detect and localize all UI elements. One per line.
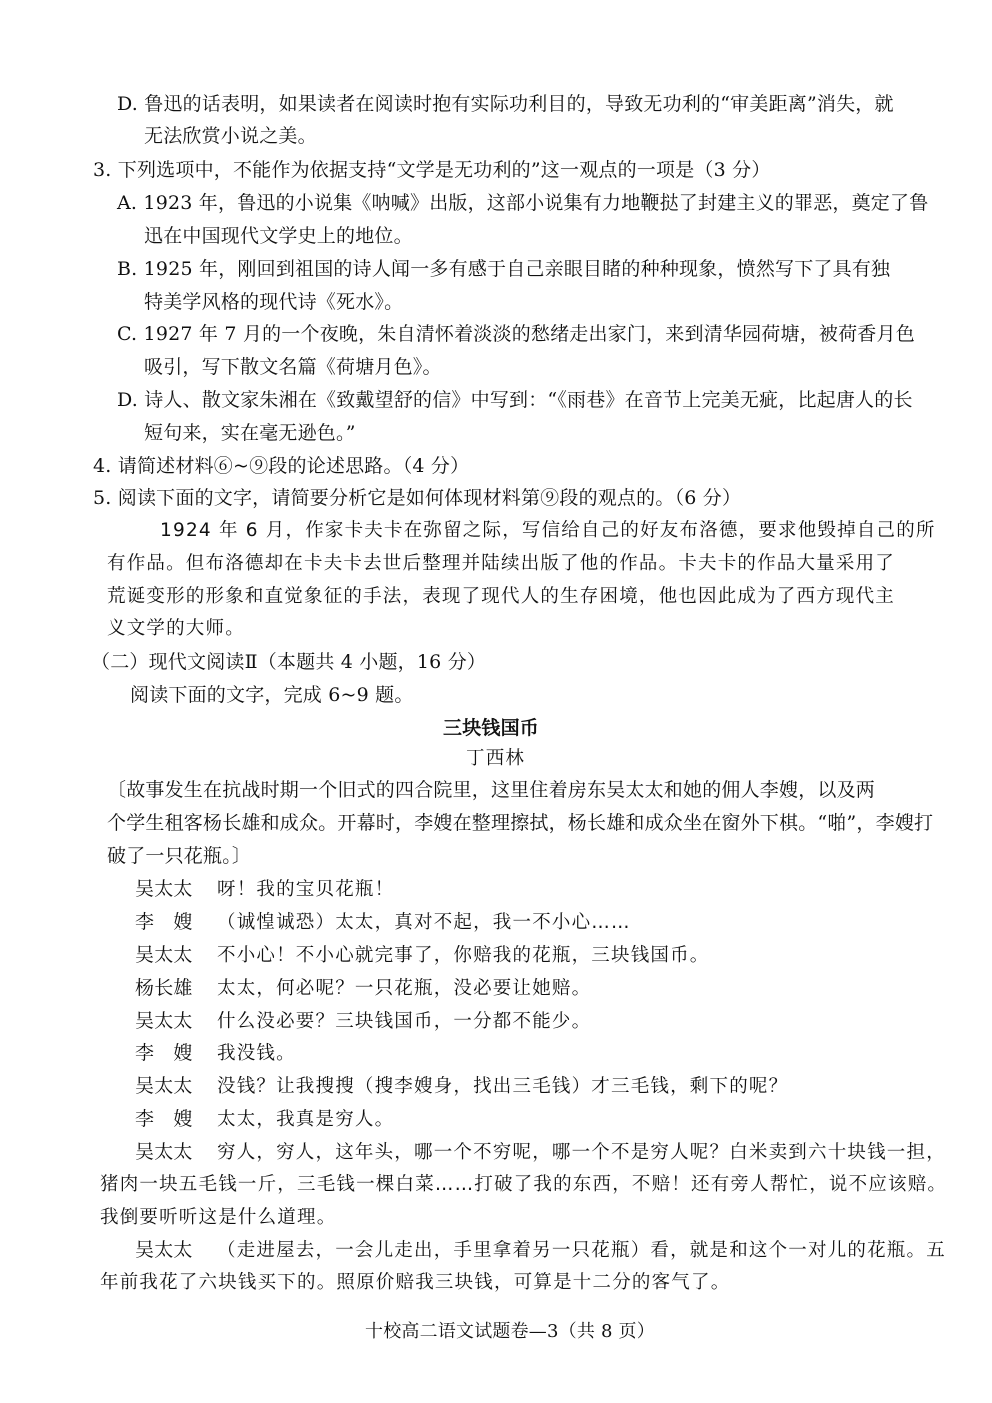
dialogue-line: [135, 877, 394, 902]
dialogue-line: [135, 976, 591, 1001]
intro-line1: 〔故事发生在抗战时期一个旧式的四合院里，这里住着房东吴太太和她的佣人李嫂，以及两: [107, 779, 876, 801]
dialogue-line: [135, 943, 710, 968]
dialogue-line: [135, 1107, 394, 1132]
speaker-name: 吴太太: [135, 1010, 193, 1032]
dialogue-line: [135, 1009, 591, 1034]
speaker-name: 杨长雄: [135, 977, 193, 999]
dialogue-line: [135, 910, 631, 935]
q4-stem: 4. 请简述材料⑥~⑨段的论述思路。（4 分）: [93, 455, 470, 477]
speech-text: 穷人，穷人，这年头，哪一个不穷呢，哪一个不是穷人呢？白米卖到六十块钱一担，: [217, 1142, 946, 1163]
speech-text: 什么没必要？三块钱国币，一分都不能少。: [217, 1011, 592, 1032]
dialogue-continuation: 猪肉一块五毛钱一斤，三毛钱一棵白菜……打破了我的东西，不赔！还有旁人帮忙，说不应该赔。: [100, 1174, 948, 1195]
q5-passage-line3: 荒诞变形的形象和直觉象征的手法，表现了现代人的生存困境，他也因此成为了西方现代主: [107, 586, 896, 607]
q5-passage-line1: 1924 年 6 月，作家卡夫卡在弥留之际，写信给自己的好友布洛德，要求他毁掉自己的所: [160, 520, 936, 541]
speech-text: 我没钱。: [217, 1043, 296, 1064]
section-heading: （二）现代文阅读Ⅱ（本题共 4 小题，16 分）: [91, 651, 487, 673]
q3-option-c-line1: C. 1927 年 7 月的一个夜晚，朱自清怀着淡淡的愁绪走出家门，来到清华园荷塘，被荷香月色: [117, 323, 915, 345]
story-author: 丁西林: [466, 748, 526, 769]
dialogue-line: [135, 1041, 296, 1066]
speech-text: 不小心！不小心就完事了，你赔我的花瓶，三块钱国币。: [217, 945, 710, 966]
speaker-name: 吴太太: [135, 1239, 193, 1261]
intro-line3: 破了一只花瓶。〕: [107, 845, 252, 867]
speaker-name: 吴太太: [135, 944, 193, 966]
speaker-name: 吴太太: [135, 878, 193, 900]
q5-passage-line2: 有作品。但布洛德却在卡夫卡去世后整理并陆续出版了他的作品。卡夫卡的作品大量采用了: [107, 553, 896, 574]
q3-option-b-line2: 特美学风格的现代诗《死水》。: [144, 291, 404, 313]
speech-text: 太太，我真是穷人。: [217, 1109, 395, 1130]
speech-text: （走进屋去，一会儿走出，手里拿着另一只花瓶）看，就是和这个一对儿的花瓶。五: [217, 1240, 946, 1261]
speaker-name: 吴太太: [135, 1075, 193, 1097]
dialogue-line: [135, 1074, 788, 1099]
intro-line2: 个学生租客杨长雄和成众。开幕时，李嫂在整理擦拭，杨长雄和成众坐在窗外下棋。“啪”，李嫂打: [107, 812, 934, 834]
page-footer: 十校高二语文试题卷—3（共 8 页）: [365, 1321, 655, 1342]
q2-option-d-line2: 无法欣赏小说之美。: [144, 125, 317, 147]
q5-passage-line4: 义文学的大师。: [107, 618, 245, 639]
q3-stem: 3. 下列选项中，不能作为依据支持“文学是无功利的”这一观点的一项是（3 分）: [93, 159, 771, 181]
speaker-name: 李 嫂: [135, 911, 193, 933]
dialogue-line: [135, 1140, 946, 1165]
dialogue-continuation: 我倒要听听这是什么道理。: [100, 1207, 337, 1228]
q5-stem: 5. 阅读下面的文字，请简要分析它是如何体现材料第⑨段的观点的。（6 分）: [93, 487, 742, 509]
speech-text: 呀！我的宝贝花瓶！: [217, 879, 395, 900]
speech-text: （诚惶诚恐）太太，真对不起，我一不小心……: [217, 912, 631, 933]
speaker-name: 李 嫂: [135, 1042, 193, 1064]
speech-text: 太太，何必呢？一只花瓶，没必要让她赔。: [217, 978, 592, 999]
speaker-name: 李 嫂: [135, 1108, 193, 1130]
speech-text: 没钱？让我搜搜（搜李嫂身，找出三毛钱）才三毛钱，剩下的呢？: [217, 1076, 789, 1097]
q3-option-a-line1: A. 1923 年，鲁迅的小说集《呐喊》出版，这部小说集有力地鞭挞了封建主义的罪恶，奠定了鲁: [117, 192, 929, 214]
section-instruction: 阅读下面的文字，完成 6~9 题。: [130, 684, 414, 706]
dialogue-line: [135, 1238, 946, 1263]
speaker-name: 吴太太: [135, 1141, 193, 1163]
q3-option-c-line2: 吸引，写下散文名篇《荷塘月色》。: [144, 356, 442, 378]
q3-option-a-line2: 迅在中国现代文学史上的地位。: [144, 225, 413, 247]
q3-option-d-line2: 短句来，实在毫无逊色。”: [144, 422, 356, 444]
dialogue-continuation: 年前我花了六块钱买下的。照原价赔我三块钱，可算是十二分的客气了。: [100, 1272, 731, 1293]
q3-option-b-line1: B. 1925 年，刚回到祖国的诗人闻一多有感于自己亲眼目睹的种种现象，愤然写下了具有独: [117, 258, 891, 280]
q3-option-d-line1: D. 诗人、散文家朱湘在《致戴望舒的信》中写到：“《雨巷》在音节上完美无疵，比起唐人的长: [117, 389, 913, 411]
q2-option-d-line1: D. 鲁迅的话表明，如果读者在阅读时抱有实际功利目的，导致无功利的“审美距离”消失，就: [117, 93, 894, 115]
story-title: 三块钱国币: [443, 717, 540, 739]
